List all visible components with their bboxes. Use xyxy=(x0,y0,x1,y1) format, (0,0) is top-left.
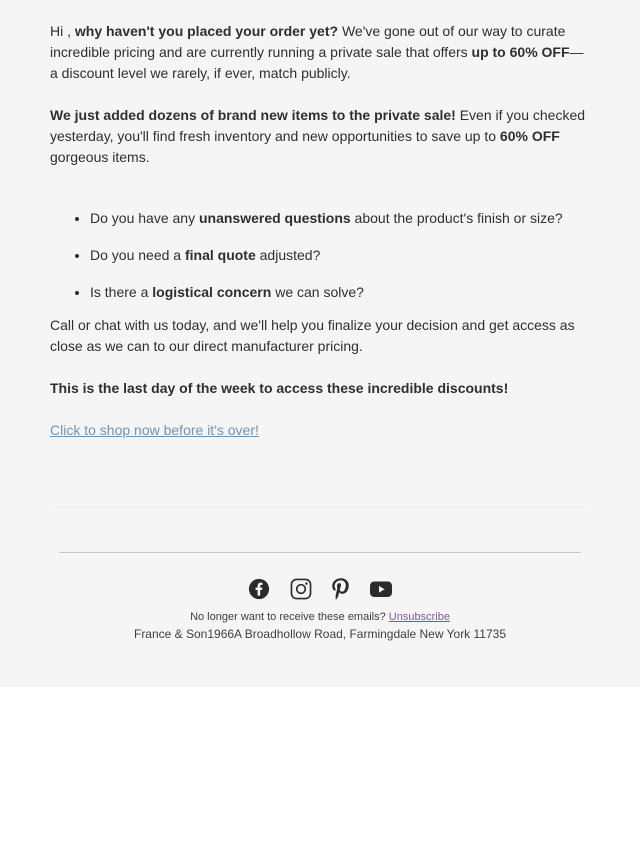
pinterest-icon[interactable] xyxy=(332,578,349,600)
last-day-paragraph: This is the last day of the week to access these incredible discounts! xyxy=(50,380,509,396)
instagram-icon[interactable] xyxy=(290,578,312,600)
company-address: France & Son1966A Broadhollow Road, Farmingdale New York 11735 xyxy=(133,627,506,641)
unsubscribe-link[interactable]: Unsubscribe xyxy=(388,611,450,623)
page-background xyxy=(0,687,640,854)
call-or-chat-paragraph: Call or chat with us today, and we'll help you finalize your decision and get access as close as we can to our direct manufacturer pricing. xyxy=(50,317,575,354)
greeting-paragraph: Hi , why haven't you placed your order yet? We've gone out of our way to curate incredible pricing and are currently running a private sale that offers up to 60% OFF—a discount level we rarely, if ever, match publicly. xyxy=(50,23,584,81)
questions-list xyxy=(50,208,590,303)
cta-paragraph xyxy=(50,420,590,441)
social-row xyxy=(50,578,590,600)
list-item: • Is there a logistical concern we can solve? xyxy=(90,282,590,303)
unsubscribe-prompt: No longer want to receive these emails? xyxy=(190,611,386,623)
divider-footer xyxy=(59,552,581,554)
facebook-icon[interactable] xyxy=(248,578,270,600)
shop-now-link[interactable]: Click to shop now before it's over! xyxy=(50,422,259,438)
unsubscribe-line xyxy=(50,610,590,624)
divider-top xyxy=(55,507,585,508)
new-items-paragraph: We just added dozens of brand new items to the private sale! Even if you checked yesterday, you'll find fresh inventory and new opportunities to save up to 60% OFF gorgeous items. xyxy=(50,107,586,165)
list-item: • Do you need a final quote adjusted? xyxy=(90,245,590,266)
youtube-icon[interactable] xyxy=(369,578,393,600)
list-item: • Do you have any unanswered questions about the product's finish or size? xyxy=(90,208,590,229)
